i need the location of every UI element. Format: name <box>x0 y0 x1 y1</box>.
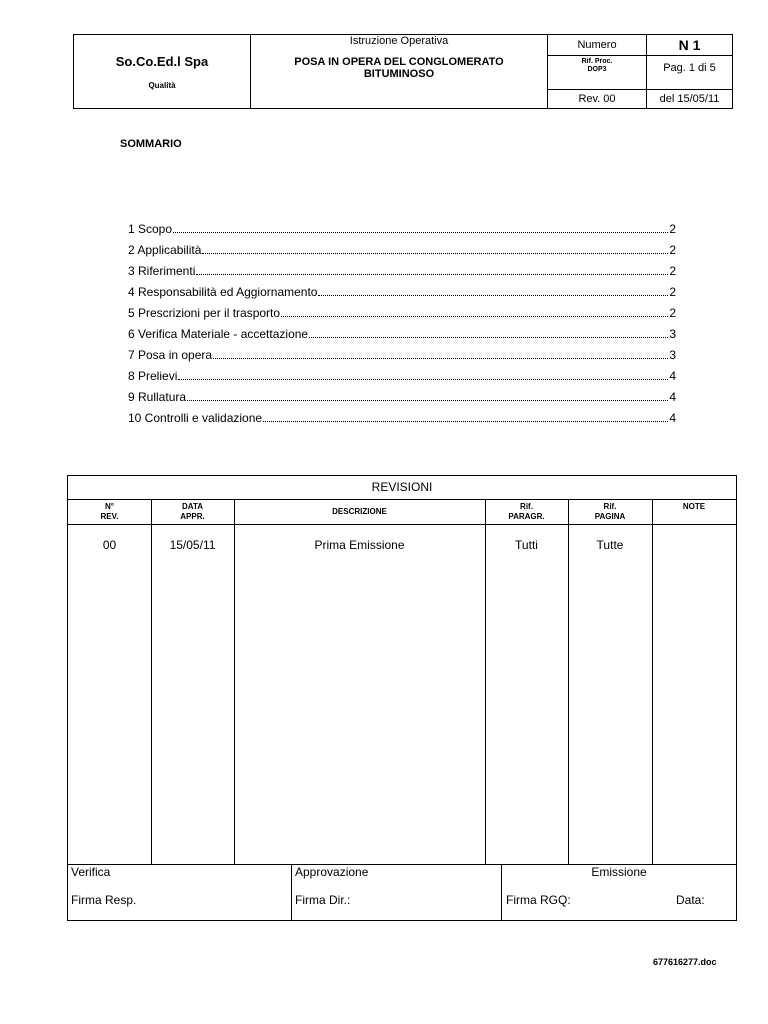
toc-leader-dots <box>281 305 668 317</box>
page-count: Pag. 1 di 5 <box>647 56 733 90</box>
toc-item-label: 2 Applicabilità <box>128 243 202 257</box>
toc-leader-dots <box>173 221 668 233</box>
rif-proc-cell <box>548 56 647 90</box>
revisions-table <box>67 475 737 921</box>
toc-item[interactable] <box>128 242 676 263</box>
emissione-label: Emissione <box>591 865 647 879</box>
toc-item-label: 10 Controlli e validazione <box>128 411 263 425</box>
column-divider <box>652 500 653 865</box>
company-cell <box>74 35 251 109</box>
approvazione-label: Approvazione <box>295 865 369 879</box>
toc-item-page: 2 <box>669 243 676 257</box>
revision-row-paragrafo: Tutti <box>515 538 538 552</box>
col-header-pagina-line2: PAGINA <box>594 512 626 521</box>
verifica-label: Verifica <box>71 865 111 879</box>
document-header <box>73 34 733 109</box>
col-header-descrizione: DESCRIZIONE <box>234 500 485 525</box>
rif-proc-label: Rif. Proc. <box>581 58 613 65</box>
firma-dir-field[interactable]: Firma Dir.: <box>295 893 351 907</box>
column-divider <box>151 500 152 865</box>
toc-item-label: 6 Verifica Materiale - accettazione <box>128 327 309 341</box>
toc-item-label: 8 Prelievi <box>128 369 178 383</box>
firma-resp-field[interactable]: Firma Resp. <box>71 893 137 907</box>
toc-leader-dots <box>213 347 668 359</box>
toc-item-page: 3 <box>669 348 676 362</box>
revision-number: Rev. 00 <box>548 90 647 109</box>
toc-item-page: 4 <box>669 390 676 404</box>
document-title-line2: BITUMINOSO <box>363 68 435 80</box>
toc-item[interactable] <box>128 284 676 305</box>
toc-item-page: 2 <box>669 306 676 320</box>
summary-heading: SOMMARIO <box>120 138 182 150</box>
revision-date: del 15/05/11 <box>647 90 733 109</box>
column-divider <box>568 500 569 865</box>
toc-leader-dots <box>178 368 668 380</box>
revision-row-data: 15/05/11 <box>169 538 216 552</box>
numero-value: N 1 <box>647 35 733 56</box>
toc-item[interactable] <box>128 389 676 410</box>
col-header-paragrafo <box>485 500 568 525</box>
toc-item-page: 3 <box>669 327 676 341</box>
document-title-line1: POSA IN OPERA DEL CONGLOMERATO <box>294 56 504 68</box>
toc-item-label: 4 Responsabilità ed Aggiornamento <box>128 285 318 299</box>
col-header-data-line1: DATA <box>181 502 204 511</box>
doc-type-label: Istruzione Operativa <box>349 35 449 47</box>
title-cell <box>251 35 548 109</box>
col-header-paragrafo-line1: Rif. <box>520 502 533 511</box>
rif-proc-value: DOP3 <box>587 66 607 73</box>
toc-item-label: 7 Posa in opera <box>128 348 213 362</box>
column-divider <box>234 500 235 865</box>
col-header-pagina <box>568 500 652 525</box>
toc-leader-dots <box>202 242 668 254</box>
toc-item-page: 4 <box>669 411 676 425</box>
document-filename: 677616277.doc <box>653 957 717 967</box>
toc-item-page: 2 <box>669 285 676 299</box>
toc-item[interactable] <box>128 263 676 284</box>
toc-item[interactable] <box>128 326 676 347</box>
table-of-contents <box>128 221 676 431</box>
col-header-note: NOTE <box>652 500 736 525</box>
toc-item-label: 9 Rullatura <box>128 390 187 404</box>
col-header-paragrafo-line2: PARAGR. <box>508 512 545 521</box>
revision-row-pagina: Tutte <box>596 538 624 552</box>
data-field[interactable]: Data: <box>676 893 705 907</box>
toc-leader-dots <box>196 263 668 275</box>
col-header-rev-line1: N° <box>105 502 114 511</box>
toc-item-page: 4 <box>669 369 676 383</box>
company-name: So.Co.Ed.l Spa <box>115 53 209 69</box>
signature-column-divider <box>291 864 292 921</box>
col-header-rev <box>68 500 151 525</box>
toc-item[interactable] <box>128 368 676 389</box>
firma-rgq-field[interactable]: Firma RGQ: <box>506 893 571 907</box>
toc-item-page: 2 <box>669 222 676 236</box>
column-divider <box>485 500 486 865</box>
toc-leader-dots <box>318 284 668 296</box>
toc-item-label: 1 Scopo <box>128 222 173 236</box>
col-header-data-line2: APPR. <box>180 512 205 521</box>
col-header-rev-line2: REV. <box>100 512 119 521</box>
col-header-data <box>151 500 234 525</box>
toc-item[interactable] <box>128 410 676 431</box>
revisions-title: REVISIONI <box>68 476 736 500</box>
toc-item-page: 2 <box>669 264 676 278</box>
toc-item-label: 5 Prescrizioni per il trasporto <box>128 306 281 320</box>
toc-item[interactable] <box>128 221 676 242</box>
revision-row-rev: 00 <box>102 538 117 552</box>
toc-leader-dots <box>187 389 668 401</box>
toc-item-label: 3 Riferimenti <box>128 264 196 278</box>
toc-leader-dots <box>309 326 668 338</box>
numero-label: Numero <box>548 35 647 56</box>
toc-leader-dots <box>263 410 668 422</box>
col-header-pagina-line1: Rif. <box>603 502 617 511</box>
toc-item[interactable] <box>128 347 676 368</box>
toc-item[interactable] <box>128 305 676 326</box>
revision-row-descrizione: Prima Emissione <box>314 538 405 552</box>
department-label: Qualità <box>148 80 176 90</box>
document-title <box>251 56 547 80</box>
